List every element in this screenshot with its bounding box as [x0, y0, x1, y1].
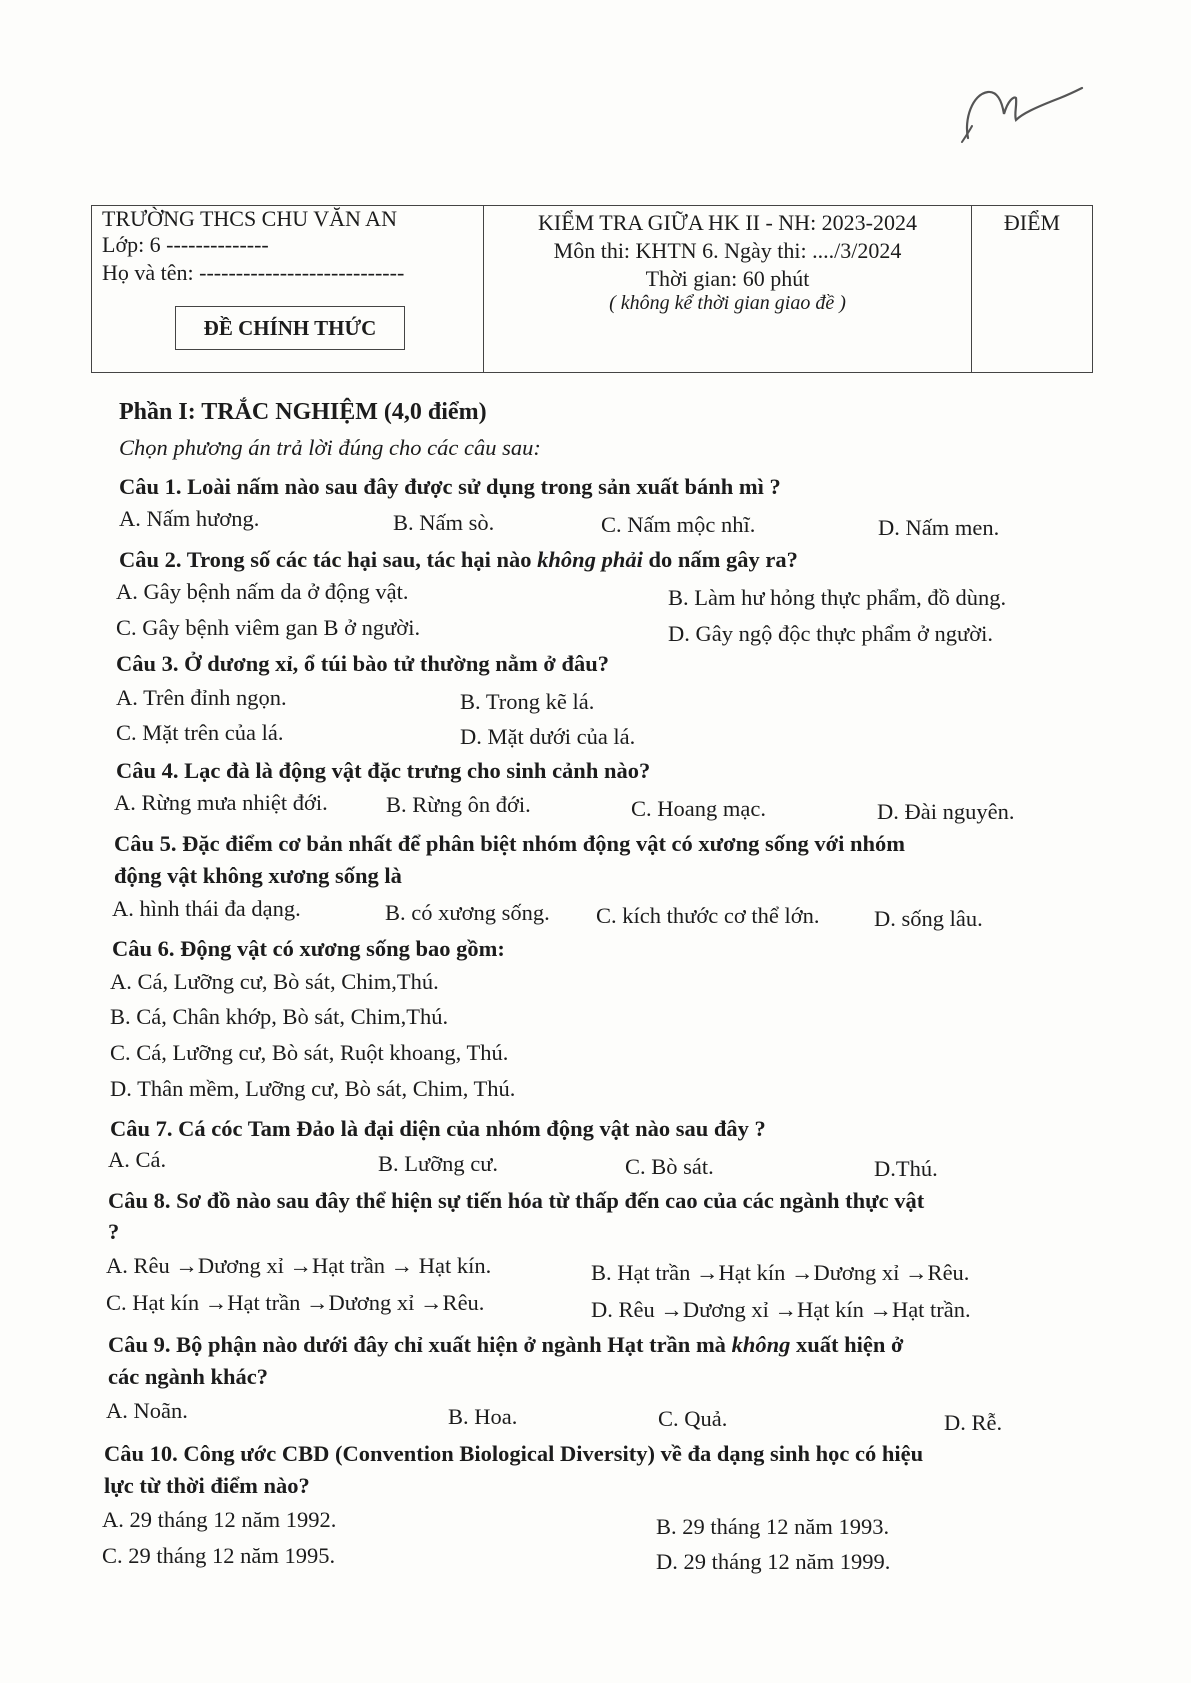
question-4-option-d: D. Đài nguyên.: [877, 799, 1015, 824]
question-2-stem: [119, 546, 798, 573]
question-7-option-a: A. Cá.: [108, 1147, 167, 1172]
question-6-option-a: A. Cá, Lưỡng cư, Bò sát, Chim,Thú.: [110, 969, 439, 994]
question-8-option-d: D. Rêu →Dương xỉ →Hạt kín →Hạt trần.: [591, 1297, 971, 1322]
question-4-option-c: C. Hoang mạc.: [631, 796, 766, 821]
question-5-stem-line-2: động vật không xương sống là: [114, 863, 402, 888]
question-5-stem-line-1: Câu 5. Đặc điểm cơ bản nhất để phân biệt nhóm động vật có xương sống với nhóm: [114, 831, 906, 856]
question-2-option-c: C. Gây bệnh viêm gan B ở người.: [116, 615, 421, 640]
question-5-option-d: D. sống lâu.: [874, 906, 983, 931]
question-10-option-c: C. 29 tháng 12 năm 1995.: [102, 1543, 336, 1568]
question-6-stem: Câu 6. Động vật có xương sống bao gồm:: [112, 936, 505, 961]
question-3-option-d: D. Mặt dưới của lá.: [460, 724, 636, 749]
score-cell: [972, 206, 1092, 372]
question-8-option-c: C. Hạt kín →Hạt trần →Dương xỉ →Rêu.: [106, 1290, 485, 1315]
question-6-option-b: B. Cá, Chân khớp, Bò sát, Chim,Thú.: [110, 1004, 449, 1029]
question-7-option-c: C. Bò sát.: [625, 1154, 714, 1179]
class-field: Lớp: 6 --------------: [102, 232, 269, 257]
question-3-stem: Câu 3. Ở dương xỉ, ổ túi bào tử thường nằm ở đâu?: [116, 651, 609, 676]
question-6-option-d: D. Thân mềm, Lưỡng cư, Bò sát, Chim, Thú.: [110, 1076, 516, 1101]
question-4-stem: Câu 4. Lạc đà là động vật đặc trưng cho sinh cảnh nào?: [116, 758, 651, 783]
question-3-option-c: C. Mặt trên của lá.: [116, 720, 284, 745]
section-instruction: Chọn phương án trả lời đúng cho các câu sau:: [119, 435, 541, 460]
question-4-option-b: B. Rừng ôn đới.: [386, 792, 531, 817]
question-1-stem: Câu 1. Loài nấm nào sau đây được sử dụng trong sản xuất bánh mì ?: [119, 474, 781, 499]
exam-header-table: [91, 205, 1093, 373]
question-6-option-c: C. Cá, Lưỡng cư, Bò sát, Ruột khoang, Thú.: [110, 1040, 509, 1065]
question-1-option-c: C. Nấm mộc nhĩ.: [601, 512, 756, 537]
question-7-option-d: D.Thú.: [874, 1156, 938, 1181]
question-9-option-a: A. Noãn.: [106, 1398, 188, 1423]
question-9-stem-emphasis: không: [731, 1332, 791, 1357]
school-name: TRƯỜNG THCS CHU VĂN AN: [102, 206, 397, 231]
question-9-option-d: D. Rễ.: [944, 1410, 1003, 1435]
question-10-stem-line-1: Câu 10. Công ước CBD (Convention Biological Diversity) về đa dạng sinh học có hiệu: [104, 1441, 924, 1466]
question-4-option-a: A. Rừng mưa nhiệt đới.: [114, 790, 328, 815]
question-8-option-b: B. Hạt trần →Hạt kín →Dương xỉ →Rêu.: [591, 1260, 970, 1285]
question-7-stem: Câu 7. Cá cóc Tam Đảo là đại diện của nhóm động vật nào sau đây ?: [110, 1116, 766, 1141]
question-5-option-b: B. có xương sống.: [385, 900, 550, 925]
subject-date: Môn thi: KHTN 6. Ngày thi: ..../3/2024: [553, 238, 902, 263]
question-8-stem-line-1: Câu 8. Sơ đồ nào sau đây thể hiện sự tiến hóa từ thấp đến cao của các ngành thực vật: [108, 1188, 925, 1213]
question-2-option-b: B. Làm hư hỏng thực phẩm, đồ dùng.: [668, 585, 1007, 610]
exam-title: KIỂM TRA GIỮA HK II - NH: 2023-2024: [537, 210, 918, 235]
section-title: Phần I: TRẮC NGHIỆM (4,0 điểm): [119, 399, 487, 425]
question-2-stem-emphasis: không phải: [537, 547, 643, 572]
duration-note: ( không kể thời gian giao đề ): [609, 292, 846, 314]
question-9-stem-end: xuất hiện ở: [790, 1332, 904, 1357]
question-10-option-d: D. 29 tháng 12 năm 1999.: [656, 1549, 891, 1574]
exam-duration: Thời gian: 60 phút: [645, 266, 810, 291]
question-2-option-d: D. Gây ngộ độc thực phẩm ở người.: [668, 621, 994, 646]
question-10-stem-line-2: lực từ thời điểm nào?: [104, 1473, 310, 1498]
question-3-option-a: A. Trên đỉnh ngọn.: [116, 685, 287, 710]
question-1-option-b: B. Nấm sò.: [393, 510, 495, 535]
question-9-option-b: B. Hoa.: [448, 1404, 518, 1429]
question-10-option-b: B. 29 tháng 12 năm 1993.: [656, 1514, 890, 1539]
question-1-option-a: A. Nấm hương.: [119, 506, 260, 531]
handwritten-signature: [950, 80, 1085, 155]
question-2-stem-end: do nấm gây ra?: [642, 547, 798, 572]
question-1-option-d: D. Nấm men.: [878, 515, 1000, 540]
name-field: Họ và tên: ----------------------------: [102, 260, 405, 285]
question-9-stem-line-2: các ngành khác?: [108, 1364, 269, 1389]
question-7-option-b: B. Lưỡng cư.: [378, 1151, 499, 1176]
question-5-option-c: C. kích thước cơ thể lớn.: [596, 903, 820, 928]
question-2-stem-start: Câu 2. Trong số các tác hại sau, tác hại nào: [119, 547, 538, 572]
question-5-option-a: A. hình thái đa dạng.: [112, 896, 301, 921]
question-2-option-a: A. Gây bệnh nấm da ở động vật.: [116, 579, 409, 604]
question-9-option-c: C. Quả.: [658, 1406, 728, 1431]
question-3-option-b: B. Trong kẽ lá.: [460, 689, 595, 714]
exam-info-cell: [484, 206, 972, 372]
score-label: ĐIỂM: [1003, 210, 1061, 235]
official-exam-label: ĐỀ CHÍNH THỨC: [175, 306, 405, 350]
question-8-stem-line-2: ?: [108, 1219, 120, 1244]
question-9-stem-line-1: [108, 1331, 903, 1358]
question-9-stem-start: Câu 9. Bộ phận nào dưới đây chỉ xuất hiện ở ngành Hạt trần mà: [108, 1332, 732, 1357]
question-10-option-a: A. 29 tháng 12 năm 1992.: [102, 1507, 337, 1532]
question-8-option-a: A. Rêu →Dương xỉ →Hạt trần → Hạt kín.: [106, 1253, 492, 1278]
school-info-cell: [92, 206, 484, 372]
